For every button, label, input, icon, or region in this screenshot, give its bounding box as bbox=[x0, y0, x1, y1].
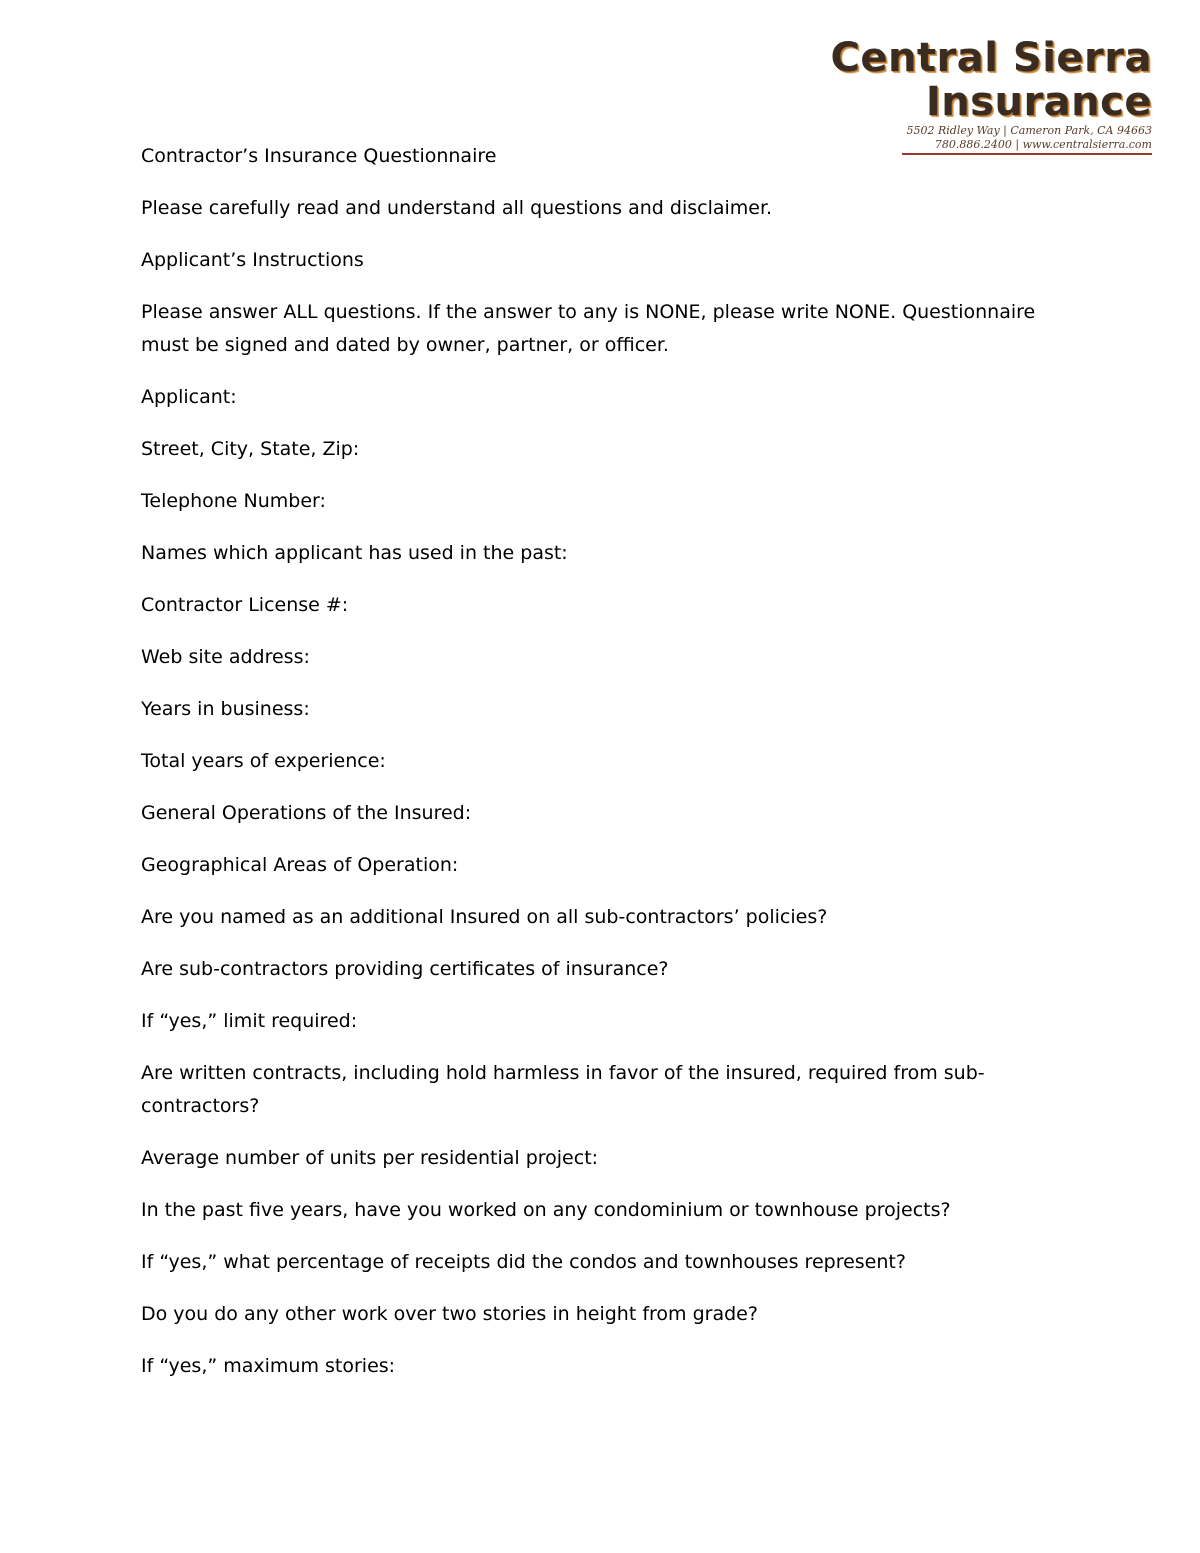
field-website: Web site address: bbox=[141, 646, 310, 668]
intro-text: Please carefully read and understand all questions and disclaimer. bbox=[141, 197, 773, 219]
field-limit-required: If “yes,” limit required: bbox=[141, 1010, 358, 1032]
field-additional-insured: Are you named as an additional Insured on all sub-contractors’ policies? bbox=[141, 906, 828, 928]
field-condo-percentage: If “yes,” what percentage of receipts did the condos and townhouses represent? bbox=[141, 1251, 906, 1273]
field-past-names: Names which applicant has used in the past: bbox=[141, 542, 568, 564]
company-logo-text: Central Sierra Insurance bbox=[830, 35, 1152, 125]
questionnaire-body bbox=[141, 140, 1061, 1402]
field-telephone: Telephone Number: bbox=[141, 490, 326, 512]
field-max-stories: If “yes,” maximum stories: bbox=[141, 1355, 396, 1377]
company-contact: 780.886.2400 | www.centralsierra.com bbox=[934, 138, 1152, 151]
field-general-operations: General Operations of the Insured: bbox=[141, 802, 472, 824]
letterhead bbox=[692, 36, 1152, 155]
field-geographical-areas: Geographical Areas of Operation: bbox=[141, 854, 459, 876]
document-title: Contractor’s Insurance Questionnaire bbox=[141, 145, 497, 167]
field-avg-units: Average number of units per residential project: bbox=[141, 1147, 599, 1169]
field-years-in-business: Years in business: bbox=[141, 698, 310, 720]
field-total-experience: Total years of experience: bbox=[141, 750, 386, 772]
company-address: 5502 Ridley Way | Cameron Park, CA 94663 bbox=[906, 124, 1152, 137]
instructions-heading: Applicant’s Instructions bbox=[141, 249, 364, 271]
field-condo-projects: In the past five years, have you worked on any condominium or townhouse projects? bbox=[141, 1199, 951, 1221]
instructions-text: Please answer ALL questions. If the answer to any is NONE, please write NONE. Questionnaire must be signed and dated by owner, partner, or officer. bbox=[141, 301, 1036, 356]
field-address: Street, City, State, Zip: bbox=[141, 438, 360, 460]
field-license: Contractor License #: bbox=[141, 594, 349, 616]
field-two-stories: Do you do any other work over two stories in height from grade? bbox=[141, 1303, 758, 1325]
field-applicant: Applicant: bbox=[141, 386, 237, 408]
field-written-contracts: Are written contracts, including hold harmless in favor of the insured, required from sub-contractors? bbox=[141, 1062, 985, 1117]
field-certificates: Are sub-contractors providing certificates of insurance? bbox=[141, 958, 669, 980]
